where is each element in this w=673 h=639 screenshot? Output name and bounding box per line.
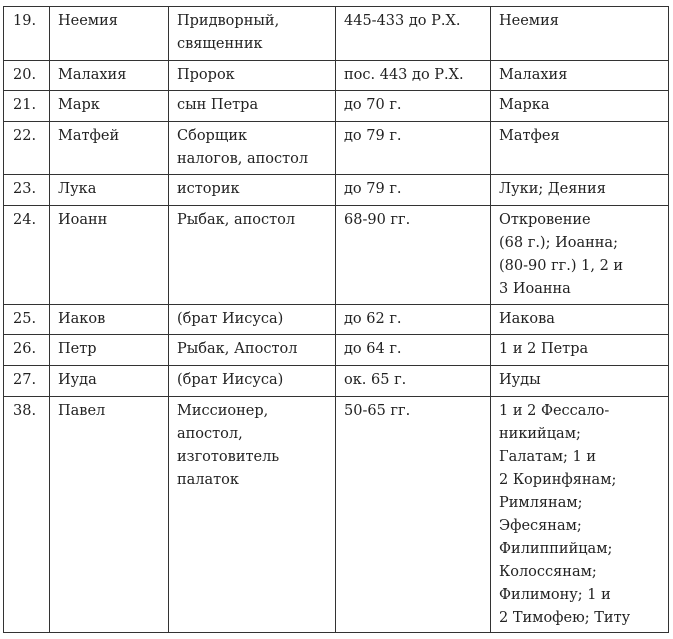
cell-name: Малахия <box>50 61 169 91</box>
cell-role: (брат Иисуса) <box>169 305 336 335</box>
cell-name: Иоанн <box>50 206 169 305</box>
table-row <box>4 366 669 397</box>
cell-role: Пророк <box>169 61 336 91</box>
cell-role: Рыбак, Апостол <box>169 335 336 366</box>
cell-date: 445-433 до Р.Х. <box>336 7 491 61</box>
cell-name: Марк <box>50 91 169 122</box>
cell-date: до 70 г. <box>336 91 491 122</box>
cell-num: 20. <box>4 61 50 91</box>
cell-num: 24. <box>4 206 50 305</box>
cell-num: 25. <box>4 305 50 335</box>
cell-num: 19. <box>4 7 50 61</box>
cell-name: Петр <box>50 335 169 366</box>
cell-books: Малахия <box>491 61 669 91</box>
cell-books: Марка <box>491 91 669 122</box>
cell-role: Придворный, священник <box>169 7 336 61</box>
cell-name: Иуда <box>50 366 169 397</box>
table-row <box>4 61 669 91</box>
cell-num: 27. <box>4 366 50 397</box>
cell-books: Матфея <box>491 122 669 175</box>
cell-role: Миссионер, апостол, изготовитель палаток <box>169 397 336 633</box>
cell-num: 26. <box>4 335 50 366</box>
cell-role: (брат Иисуса) <box>169 366 336 397</box>
cell-role: историк <box>169 175 336 206</box>
cell-date: до 79 г. <box>336 122 491 175</box>
cell-name: Матфей <box>50 122 169 175</box>
table-row <box>4 397 669 633</box>
cell-books: Иуды <box>491 366 669 397</box>
cell-date: до 62 г. <box>336 305 491 335</box>
authors-table <box>3 6 669 633</box>
table-row <box>4 122 669 175</box>
table-row <box>4 305 669 335</box>
cell-date: до 64 г. <box>336 335 491 366</box>
cell-name: Иаков <box>50 305 169 335</box>
cell-num: 23. <box>4 175 50 206</box>
table-row <box>4 91 669 122</box>
cell-num: 21. <box>4 91 50 122</box>
cell-role: Сборщик налогов, апостол <box>169 122 336 175</box>
cell-date: пос. 443 до Р.Х. <box>336 61 491 91</box>
cell-role: Рыбак, апостол <box>169 206 336 305</box>
cell-books: Неемия <box>491 7 669 61</box>
cell-books: 1 и 2 Фессало- никийцам; Галатам; 1 и 2 Коринфянам; Римлянам; Эфесянам; Филиппийцам; Колоссянам; Филимону; 1 и 2 Тимофею; Титу <box>491 397 669 633</box>
cell-role: сын Петра <box>169 91 336 122</box>
cell-date: ок. 65 г. <box>336 366 491 397</box>
table-row <box>4 7 669 61</box>
cell-name: Павел <box>50 397 169 633</box>
cell-date: 50-65 гг. <box>336 397 491 633</box>
cell-books: Откровение (68 г.); Иоанна; (80-90 гг.) 1, 2 и 3 Иоанна <box>491 206 669 305</box>
table-row <box>4 335 669 366</box>
table-row <box>4 206 669 305</box>
cell-num: 38. <box>4 397 50 633</box>
cell-books: Луки; Деяния <box>491 175 669 206</box>
cell-date: 68-90 гг. <box>336 206 491 305</box>
cell-books: 1 и 2 Петра <box>491 335 669 366</box>
cell-date: до 79 г. <box>336 175 491 206</box>
table-row <box>4 175 669 206</box>
cell-books: Иакова <box>491 305 669 335</box>
cell-name: Лука <box>50 175 169 206</box>
cell-name: Неемия <box>50 7 169 61</box>
cell-num: 22. <box>4 122 50 175</box>
